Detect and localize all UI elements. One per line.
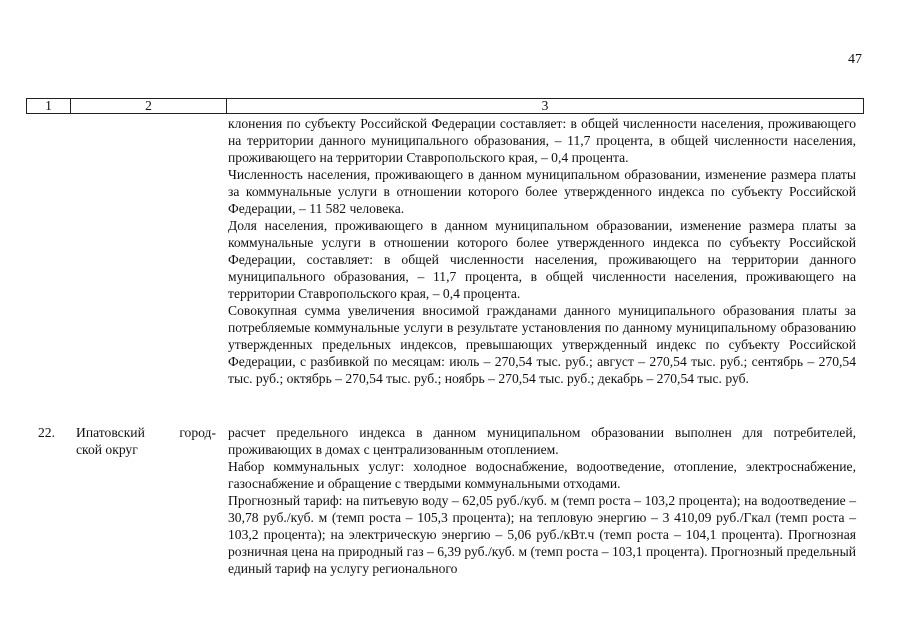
header-col-1: 1 — [27, 99, 71, 113]
paragraph: Численность населения, проживающего в данном муниципальном образовании, изменение размера платы за коммунальные услуги в отношении которого более утвержденного индекса по субъекту Российской Федерации, – 11 582 человека. — [228, 167, 856, 216]
paragraph: Прогнозный тариф: на питьевую воду – 62,05 руб./куб. м (темп роста – 103,2 процента); на водоотведение – 30,78 руб./куб. м (темп роста – 105,3 процента); на тепловую энергию – 3 410,09 руб./Гкал (темп роста – 103,2 процента); на электрическую энергию – 5,06 руб./кВт.ч (темп роста – 104,1 процента). Прогнозная розничная цена на природный газ – 6,39 руб./куб. м (темп роста – 103,1 процента). Прогнозный предельный единый тариф на услугу регионального — [228, 493, 856, 576]
municipality-name-line: Ипатовский город- — [76, 425, 216, 440]
page-number: 47 — [848, 52, 862, 67]
municipality-name-line: ской округ — [76, 442, 138, 457]
header-col-3: 3 — [541, 98, 549, 113]
table-header-row — [26, 98, 864, 114]
row-22-description — [228, 424, 856, 577]
paragraph: расчет предельного индекса в данном муниципальном образовании выполнен для потребителей, проживающих в домах с централизованным отоплением. — [228, 425, 856, 457]
paragraph: Совокупная сумма увеличения вносимой гражданами данного муниципального образования платы за потребляемые коммунальные услуги в результате установления по данному муниципальному образованию утвержденных предельных индексов, превышающих утвержденный индекс по субъекту Российской Федерации, с разбивкой по месяцам: июль – 270,54 тыс. руб.; август – 270,54 тыс. руб.; сентябрь – 270,54 тыс. руб.; октябрь – 270,54 тыс. руб.; ноябрь – 270,54 тыс. руб.; декабрь – 270,54 тыс. руб. — [228, 303, 856, 386]
paragraph: Набор коммунальных услуг: холодное водоснабжение, водоотведение, отопление, электроснабжение, газоснабжение и обращение с твердыми коммунальными отходами. — [228, 459, 856, 491]
row-number: 22. — [38, 425, 55, 440]
municipality-name — [76, 424, 216, 458]
paragraph: клонения по субъекту Российской Федерации составляет: в общей численности населения, проживающего на территории данного муниципального образования, – 11,7 процента, в общей численности населения, проживающего на территории Ставропольского края, – 0,4 процента. — [228, 116, 856, 165]
prev-row-description — [228, 115, 856, 387]
paragraph: Доля населения, проживающего в данном муниципальном образовании, изменение размера платы за коммунальные услуги в отношении которого более утвержденного индекса по субъекту Российской Федерации, составляет: в общей численности населения, проживающего на территории данного муниципального образования, – 11,7 процента, в общей численности населения, проживающего на территории Ставропольского края, – 0,4 процента. — [228, 218, 856, 301]
header-col-2: 2 — [71, 99, 227, 113]
